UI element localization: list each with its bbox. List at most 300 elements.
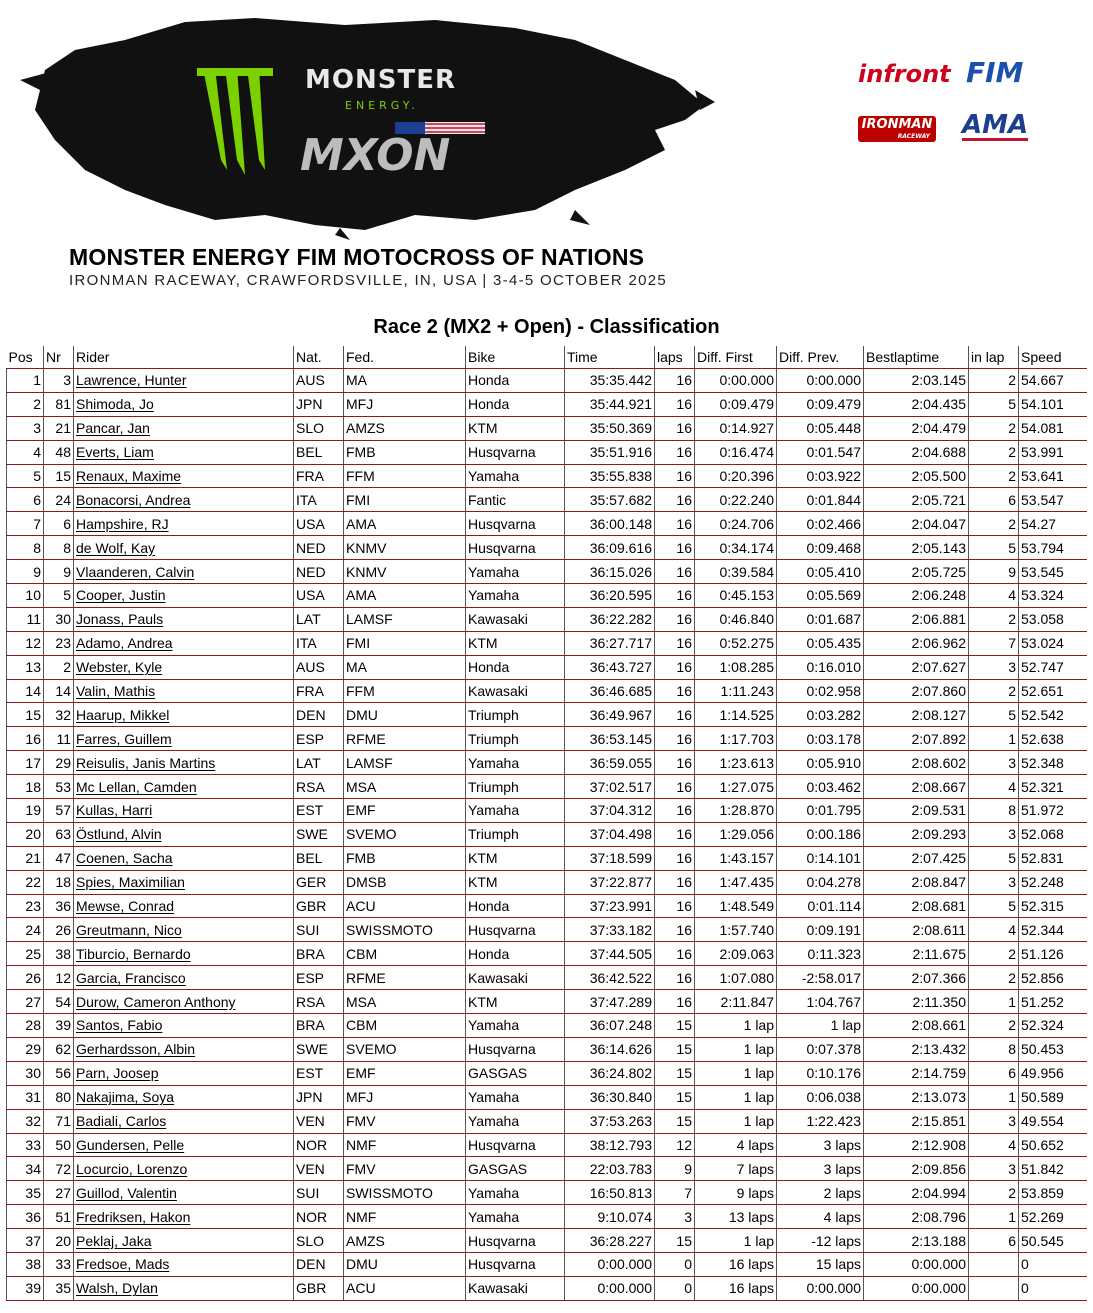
column-header-diff-prev: Diff. Prev.	[777, 346, 864, 369]
cell-rider[interactable]: Fredsoe, Mads	[74, 1252, 294, 1276]
table-row	[7, 1229, 1087, 1253]
cell-nr: 32	[44, 703, 74, 727]
cell-nat: FRA	[294, 679, 344, 703]
cell-in-lap: 4	[969, 775, 1019, 799]
cell-speed: 52.542	[1019, 703, 1087, 727]
cell-diff-first: 0:20.396	[695, 464, 777, 488]
cell-time: 37:18.599	[565, 846, 655, 870]
cell-speed: 53.024	[1019, 631, 1087, 655]
cell-laps: 16	[655, 870, 695, 894]
cell-nat: ITA	[294, 488, 344, 512]
cell-time: 16:50.813	[565, 1181, 655, 1205]
table-row	[7, 369, 1087, 393]
cell-pos: 29	[7, 1037, 44, 1061]
cell-laps: 15	[655, 1109, 695, 1133]
cell-nat: BEL	[294, 440, 344, 464]
cell-time: 36:20.595	[565, 584, 655, 608]
cell-in-lap: 6	[969, 1229, 1019, 1253]
cell-time: 9:10.074	[565, 1205, 655, 1229]
cell-bestlaptime: 2:06.881	[864, 607, 969, 631]
cell-laps: 15	[655, 1037, 695, 1061]
cell-diff-first: 2:09.063	[695, 942, 777, 966]
cell-diff-first: 0:09.479	[695, 392, 777, 416]
cell-in-lap: 1	[969, 990, 1019, 1014]
event-subtitle: IRONMAN RACEWAY, CRAWFORDSVILLE, IN, USA | 3-4-5 OCTOBER 2025	[69, 272, 668, 289]
cell-rider[interactable]: Parn, Joosep	[74, 1061, 294, 1085]
cell-time: 37:44.505	[565, 942, 655, 966]
cell-nr: 15	[44, 464, 74, 488]
cell-laps: 16	[655, 894, 695, 918]
cell-diff-prev: 0:03.282	[777, 703, 864, 727]
cell-diff-prev: 0:00.000	[777, 369, 864, 393]
cell-in-lap	[969, 1252, 1019, 1276]
cell-nr: 54	[44, 990, 74, 1014]
cell-speed: 49.956	[1019, 1061, 1087, 1085]
cell-nr: 6	[44, 512, 74, 536]
cell-diff-first: 1:23.613	[695, 751, 777, 775]
cell-bestlaptime: 2:08.661	[864, 1014, 969, 1038]
cell-diff-first: 1 lap	[695, 1014, 777, 1038]
cell-nr: 48	[44, 440, 74, 464]
cell-rider[interactable]: Walsh, Dylan	[74, 1276, 294, 1300]
cell-bike: Husqvarna	[466, 918, 565, 942]
cell-bestlaptime: 2:11.350	[864, 990, 969, 1014]
cell-rider[interactable]: de Wolf, Kay	[74, 536, 294, 560]
cell-in-lap: 4	[969, 584, 1019, 608]
cell-nat: SUI	[294, 918, 344, 942]
cell-rider[interactable]: Everts, Liam	[74, 440, 294, 464]
cell-rider[interactable]: Nakajima, Soya	[74, 1085, 294, 1109]
cell-diff-prev: 0:09.468	[777, 536, 864, 560]
cell-laps: 16	[655, 727, 695, 751]
cell-in-lap: 5	[969, 894, 1019, 918]
cell-nat: NED	[294, 536, 344, 560]
cell-bike: Honda	[466, 942, 565, 966]
cell-nr: 57	[44, 799, 74, 823]
cell-bestlaptime: 2:05.721	[864, 488, 969, 512]
cell-bike: KTM	[466, 870, 565, 894]
cell-speed: 53.859	[1019, 1181, 1087, 1205]
cell-in-lap: 2	[969, 416, 1019, 440]
cell-nat: NOR	[294, 1205, 344, 1229]
table-row	[7, 870, 1087, 894]
cell-rider[interactable]: Badiali, Carlos	[74, 1109, 294, 1133]
cell-speed: 52.856	[1019, 966, 1087, 990]
cell-diff-prev: 1 lap	[777, 1014, 864, 1038]
cell-nr: 29	[44, 751, 74, 775]
cell-pos: 15	[7, 703, 44, 727]
cell-diff-prev: 0:01.844	[777, 488, 864, 512]
cell-diff-prev: 1:04.767	[777, 990, 864, 1014]
cell-pos: 18	[7, 775, 44, 799]
cell-rider[interactable]: Garcia, Francisco	[74, 966, 294, 990]
cell-in-lap: 5	[969, 392, 1019, 416]
cell-diff-prev: 0:05.910	[777, 751, 864, 775]
cell-diff-prev: 0:01.795	[777, 799, 864, 823]
cell-laps: 16	[655, 607, 695, 631]
cell-speed: 53.545	[1019, 560, 1087, 584]
cell-speed: 52.248	[1019, 870, 1087, 894]
cell-bike: Triumph	[466, 775, 565, 799]
cell-nat: ESP	[294, 966, 344, 990]
cell-fed: FMI	[344, 631, 466, 655]
cell-time: 36:24.802	[565, 1061, 655, 1085]
cell-diff-first: 0:46.840	[695, 607, 777, 631]
cell-nr: 5	[44, 584, 74, 608]
cell-speed: 49.554	[1019, 1109, 1087, 1133]
cell-nat: EST	[294, 799, 344, 823]
cell-fed: NMF	[344, 1205, 466, 1229]
cell-laps: 9	[655, 1157, 695, 1181]
cell-time: 37:04.498	[565, 822, 655, 846]
cell-bestlaptime: 2:07.627	[864, 655, 969, 679]
cell-rider[interactable]: Hampshire, RJ	[74, 512, 294, 536]
cell-rider[interactable]: Östlund, Alvin	[74, 822, 294, 846]
cell-bestlaptime: 2:04.047	[864, 512, 969, 536]
cell-fed: MSA	[344, 775, 466, 799]
cell-speed: 52.747	[1019, 655, 1087, 679]
cell-in-lap: 1	[969, 1085, 1019, 1109]
cell-rider[interactable]: Coenen, Sacha	[74, 846, 294, 870]
cell-nr: 23	[44, 631, 74, 655]
cell-diff-first: 1:28.870	[695, 799, 777, 823]
cell-in-lap: 2	[969, 464, 1019, 488]
cell-speed: 0	[1019, 1252, 1087, 1276]
cell-pos: 11	[7, 607, 44, 631]
cell-rider[interactable]: Shimoda, Jo	[74, 392, 294, 416]
cell-bestlaptime: 2:05.143	[864, 536, 969, 560]
cell-diff-first: 7 laps	[695, 1157, 777, 1181]
cell-speed: 54.27	[1019, 512, 1087, 536]
cell-in-lap: 5	[969, 703, 1019, 727]
cell-laps: 0	[655, 1252, 695, 1276]
cell-bike: Yamaha	[466, 560, 565, 584]
ironman-raceway-logo	[858, 116, 936, 142]
cell-nr: 18	[44, 870, 74, 894]
cell-bestlaptime: 2:08.847	[864, 870, 969, 894]
classification-table	[6, 346, 1087, 1301]
cell-diff-prev: 2 laps	[777, 1181, 864, 1205]
cell-rider[interactable]: Lawrence, Hunter	[74, 369, 294, 393]
cell-speed: 52.831	[1019, 846, 1087, 870]
cell-in-lap: 4	[969, 918, 1019, 942]
cell-fed: DMU	[344, 1252, 466, 1276]
cell-bestlaptime: 2:11.675	[864, 942, 969, 966]
cell-pos: 27	[7, 990, 44, 1014]
cell-rider[interactable]: Mc Lellan, Camden	[74, 775, 294, 799]
cell-diff-prev: -2:58.017	[777, 966, 864, 990]
cell-diff-first: 1 lap	[695, 1037, 777, 1061]
cell-nat: RSA	[294, 990, 344, 1014]
cell-rider[interactable]: Webster, Kyle	[74, 655, 294, 679]
cell-diff-first: 1:43.157	[695, 846, 777, 870]
cell-fed: FMB	[344, 846, 466, 870]
cell-pos: 12	[7, 631, 44, 655]
cell-rider[interactable]: Jonass, Pauls	[74, 607, 294, 631]
cell-in-lap: 9	[969, 560, 1019, 584]
cell-diff-first: 4 laps	[695, 1133, 777, 1157]
cell-nat: VEN	[294, 1109, 344, 1133]
cell-time: 36:27.717	[565, 631, 655, 655]
cell-bestlaptime: 2:06.248	[864, 584, 969, 608]
cell-fed: FMB	[344, 440, 466, 464]
cell-diff-prev: 0:03.462	[777, 775, 864, 799]
cell-diff-prev: 0:16.010	[777, 655, 864, 679]
cell-nr: 71	[44, 1109, 74, 1133]
cell-pos: 35	[7, 1181, 44, 1205]
cell-bestlaptime: 0:00.000	[864, 1276, 969, 1300]
cell-nr: 80	[44, 1085, 74, 1109]
cell-bike: Husqvarna	[466, 536, 565, 560]
cell-rider[interactable]: Kullas, Harri	[74, 799, 294, 823]
cell-laps: 15	[655, 1014, 695, 1038]
cell-nr: 72	[44, 1157, 74, 1181]
cell-fed: FMI	[344, 488, 466, 512]
cell-fed: AMA	[344, 584, 466, 608]
mxon-wordmark: MXON	[300, 130, 451, 181]
table-row	[7, 512, 1087, 536]
cell-pos: 31	[7, 1085, 44, 1109]
cell-diff-first: 0:16.474	[695, 440, 777, 464]
cell-bike: GASGAS	[466, 1157, 565, 1181]
cell-fed: ACU	[344, 1276, 466, 1300]
cell-in-lap: 1	[969, 1205, 1019, 1229]
cell-fed: FMV	[344, 1109, 466, 1133]
cell-diff-prev: 0:11.323	[777, 942, 864, 966]
cell-speed: 53.794	[1019, 536, 1087, 560]
column-header-fed: Fed.	[344, 346, 466, 369]
cell-in-lap: 2	[969, 369, 1019, 393]
cell-bike: Husqvarna	[466, 440, 565, 464]
cell-fed: MA	[344, 369, 466, 393]
table-row	[7, 392, 1087, 416]
cell-diff-first: 1:27.075	[695, 775, 777, 799]
table-row	[7, 1276, 1087, 1300]
cell-diff-prev: 0:05.448	[777, 416, 864, 440]
cell-rider[interactable]: Tiburcio, Bernardo	[74, 942, 294, 966]
table-row	[7, 560, 1087, 584]
table-row	[7, 1133, 1087, 1157]
cell-rider[interactable]: Locurcio, Lorenzo	[74, 1157, 294, 1181]
cell-rider[interactable]: Santos, Fabio	[74, 1014, 294, 1038]
column-header-bestlaptime: Bestlaptime	[864, 346, 969, 369]
cell-nat: VEN	[294, 1157, 344, 1181]
cell-rider[interactable]: Gerhardsson, Albin	[74, 1037, 294, 1061]
cell-in-lap: 2	[969, 607, 1019, 631]
table-row	[7, 727, 1087, 751]
table-body	[7, 369, 1087, 1301]
cell-nr: 81	[44, 392, 74, 416]
table-row	[7, 942, 1087, 966]
cell-fed: SWISSMOTO	[344, 1181, 466, 1205]
cell-bike: Kawasaki	[466, 679, 565, 703]
cell-time: 36:53.145	[565, 727, 655, 751]
cell-diff-first: 16 laps	[695, 1276, 777, 1300]
cell-pos: 19	[7, 799, 44, 823]
cell-rider[interactable]: Greutmann, Nico	[74, 918, 294, 942]
ama-logo: AMA	[962, 110, 1029, 140]
cell-pos: 5	[7, 464, 44, 488]
table-row	[7, 655, 1087, 679]
cell-pos: 33	[7, 1133, 44, 1157]
cell-rider[interactable]: Adamo, Andrea	[74, 631, 294, 655]
cell-fed: CBM	[344, 1014, 466, 1038]
cell-diff-first: 1:17.703	[695, 727, 777, 751]
cell-nr: 53	[44, 775, 74, 799]
column-header-pos: Pos	[7, 346, 44, 369]
cell-rider[interactable]: Mewse, Conrad	[74, 894, 294, 918]
cell-bike: Yamaha	[466, 1109, 565, 1133]
cell-fed: LAMSF	[344, 607, 466, 631]
cell-rider[interactable]: Fredriksen, Hakon	[74, 1205, 294, 1229]
cell-bestlaptime: 2:08.796	[864, 1205, 969, 1229]
cell-laps: 16	[655, 846, 695, 870]
cell-in-lap: 8	[969, 799, 1019, 823]
cell-time: 37:47.289	[565, 990, 655, 1014]
cell-diff-prev: 0:05.569	[777, 584, 864, 608]
cell-time: 35:55.838	[565, 464, 655, 488]
cell-bike: KTM	[466, 846, 565, 870]
cell-laps: 16	[655, 584, 695, 608]
cell-nr: 26	[44, 918, 74, 942]
cell-fed: LAMSF	[344, 751, 466, 775]
cell-laps: 16	[655, 966, 695, 990]
cell-fed: EMF	[344, 1061, 466, 1085]
cell-laps: 16	[655, 631, 695, 655]
cell-diff-first: 1 lap	[695, 1085, 777, 1109]
cell-diff-first: 1:07.080	[695, 966, 777, 990]
cell-diff-first: 1:47.435	[695, 870, 777, 894]
table-row	[7, 1157, 1087, 1181]
cell-time: 36:59.055	[565, 751, 655, 775]
table-header-row	[7, 346, 1087, 369]
cell-pos: 22	[7, 870, 44, 894]
cell-rider[interactable]: Reisulis, Janis Martins	[74, 751, 294, 775]
table-row	[7, 846, 1087, 870]
cell-speed: 52.324	[1019, 1014, 1087, 1038]
cell-rider[interactable]: Valin, Mathis	[74, 679, 294, 703]
cell-laps: 16	[655, 990, 695, 1014]
cell-diff-prev: 0:00.000	[777, 1276, 864, 1300]
cell-diff-prev: 1:22.423	[777, 1109, 864, 1133]
cell-laps: 16	[655, 464, 695, 488]
cell-laps: 7	[655, 1181, 695, 1205]
cell-rider[interactable]: Renaux, Maxime	[74, 464, 294, 488]
cell-nr: 3	[44, 369, 74, 393]
cell-fed: MFJ	[344, 1085, 466, 1109]
cell-laps: 0	[655, 1276, 695, 1300]
cell-diff-first: 1:14.525	[695, 703, 777, 727]
cell-speed: 54.101	[1019, 392, 1087, 416]
cell-rider[interactable]: Pancar, Jan	[74, 416, 294, 440]
table-row	[7, 536, 1087, 560]
cell-diff-prev: 0:01.687	[777, 607, 864, 631]
column-header-in-lap: in lap	[969, 346, 1019, 369]
column-header-laps: laps	[655, 346, 695, 369]
cell-rider[interactable]: Peklaj, Jaka	[74, 1229, 294, 1253]
cell-diff-prev: 0:03.922	[777, 464, 864, 488]
cell-nr: 35	[44, 1276, 74, 1300]
cell-diff-prev: 3 laps	[777, 1157, 864, 1181]
table-row	[7, 1037, 1087, 1061]
cell-diff-prev: 0:05.410	[777, 560, 864, 584]
cell-nat: NED	[294, 560, 344, 584]
cell-laps: 16	[655, 751, 695, 775]
cell-bike: GASGAS	[466, 1061, 565, 1085]
cell-nat: ESP	[294, 727, 344, 751]
cell-nr: 63	[44, 822, 74, 846]
cell-rider[interactable]: Spies, Maximilian	[74, 870, 294, 894]
cell-pos: 36	[7, 1205, 44, 1229]
cell-speed: 53.991	[1019, 440, 1087, 464]
cell-nat: BEL	[294, 846, 344, 870]
cell-nr: 21	[44, 416, 74, 440]
cell-diff-first: 0:22.240	[695, 488, 777, 512]
cell-diff-prev: 0:01.114	[777, 894, 864, 918]
cell-fed: ACU	[344, 894, 466, 918]
cell-nr: 14	[44, 679, 74, 703]
cell-speed: 52.651	[1019, 679, 1087, 703]
cell-nat: JPN	[294, 392, 344, 416]
cell-bestlaptime: 2:13.188	[864, 1229, 969, 1253]
cell-fed: AMZS	[344, 416, 466, 440]
cell-speed: 50.453	[1019, 1037, 1087, 1061]
cell-nat: ITA	[294, 631, 344, 655]
cell-in-lap: 2	[969, 1014, 1019, 1038]
cell-nr: 56	[44, 1061, 74, 1085]
cell-rider[interactable]: Haarup, Mikkel	[74, 703, 294, 727]
cell-pos: 3	[7, 416, 44, 440]
cell-rider[interactable]: Vlaanderen, Calvin	[74, 560, 294, 584]
table-row	[7, 918, 1087, 942]
cell-laps: 12	[655, 1133, 695, 1157]
cell-nr: 33	[44, 1252, 74, 1276]
cell-rider[interactable]: Farres, Guillem	[74, 727, 294, 751]
cell-laps: 16	[655, 942, 695, 966]
cell-diff-first: 1:11.243	[695, 679, 777, 703]
cell-diff-first: 0:14.927	[695, 416, 777, 440]
cell-pos: 4	[7, 440, 44, 464]
cell-bestlaptime: 2:03.145	[864, 369, 969, 393]
cell-in-lap: 3	[969, 1109, 1019, 1133]
cell-nat: BRA	[294, 1014, 344, 1038]
cell-diff-first: 0:34.174	[695, 536, 777, 560]
cell-laps: 16	[655, 369, 695, 393]
cell-fed: DMU	[344, 703, 466, 727]
cell-nat: SUI	[294, 1181, 344, 1205]
cell-bestlaptime: 2:12.908	[864, 1133, 969, 1157]
cell-bike: Husqvarna	[466, 1133, 565, 1157]
cell-bestlaptime: 2:09.856	[864, 1157, 969, 1181]
cell-rider[interactable]: Durow, Cameron Anthony	[74, 990, 294, 1014]
cell-diff-prev: 0:14.101	[777, 846, 864, 870]
cell-pos: 30	[7, 1061, 44, 1085]
cell-laps: 16	[655, 536, 695, 560]
cell-laps: 15	[655, 1061, 695, 1085]
cell-rider[interactable]: Cooper, Justin	[74, 584, 294, 608]
cell-bestlaptime: 0:00.000	[864, 1252, 969, 1276]
cell-rider[interactable]: Gundersen, Pelle	[74, 1133, 294, 1157]
cell-laps: 16	[655, 918, 695, 942]
cell-rider[interactable]: Bonacorsi, Andrea	[74, 488, 294, 512]
cell-time: 36:43.727	[565, 655, 655, 679]
cell-laps: 16	[655, 512, 695, 536]
cell-bestlaptime: 2:05.725	[864, 560, 969, 584]
cell-bike: Yamaha	[466, 751, 565, 775]
cell-speed: 50.589	[1019, 1085, 1087, 1109]
table-row	[7, 607, 1087, 631]
cell-rider[interactable]: Guillod, Valentin	[74, 1181, 294, 1205]
